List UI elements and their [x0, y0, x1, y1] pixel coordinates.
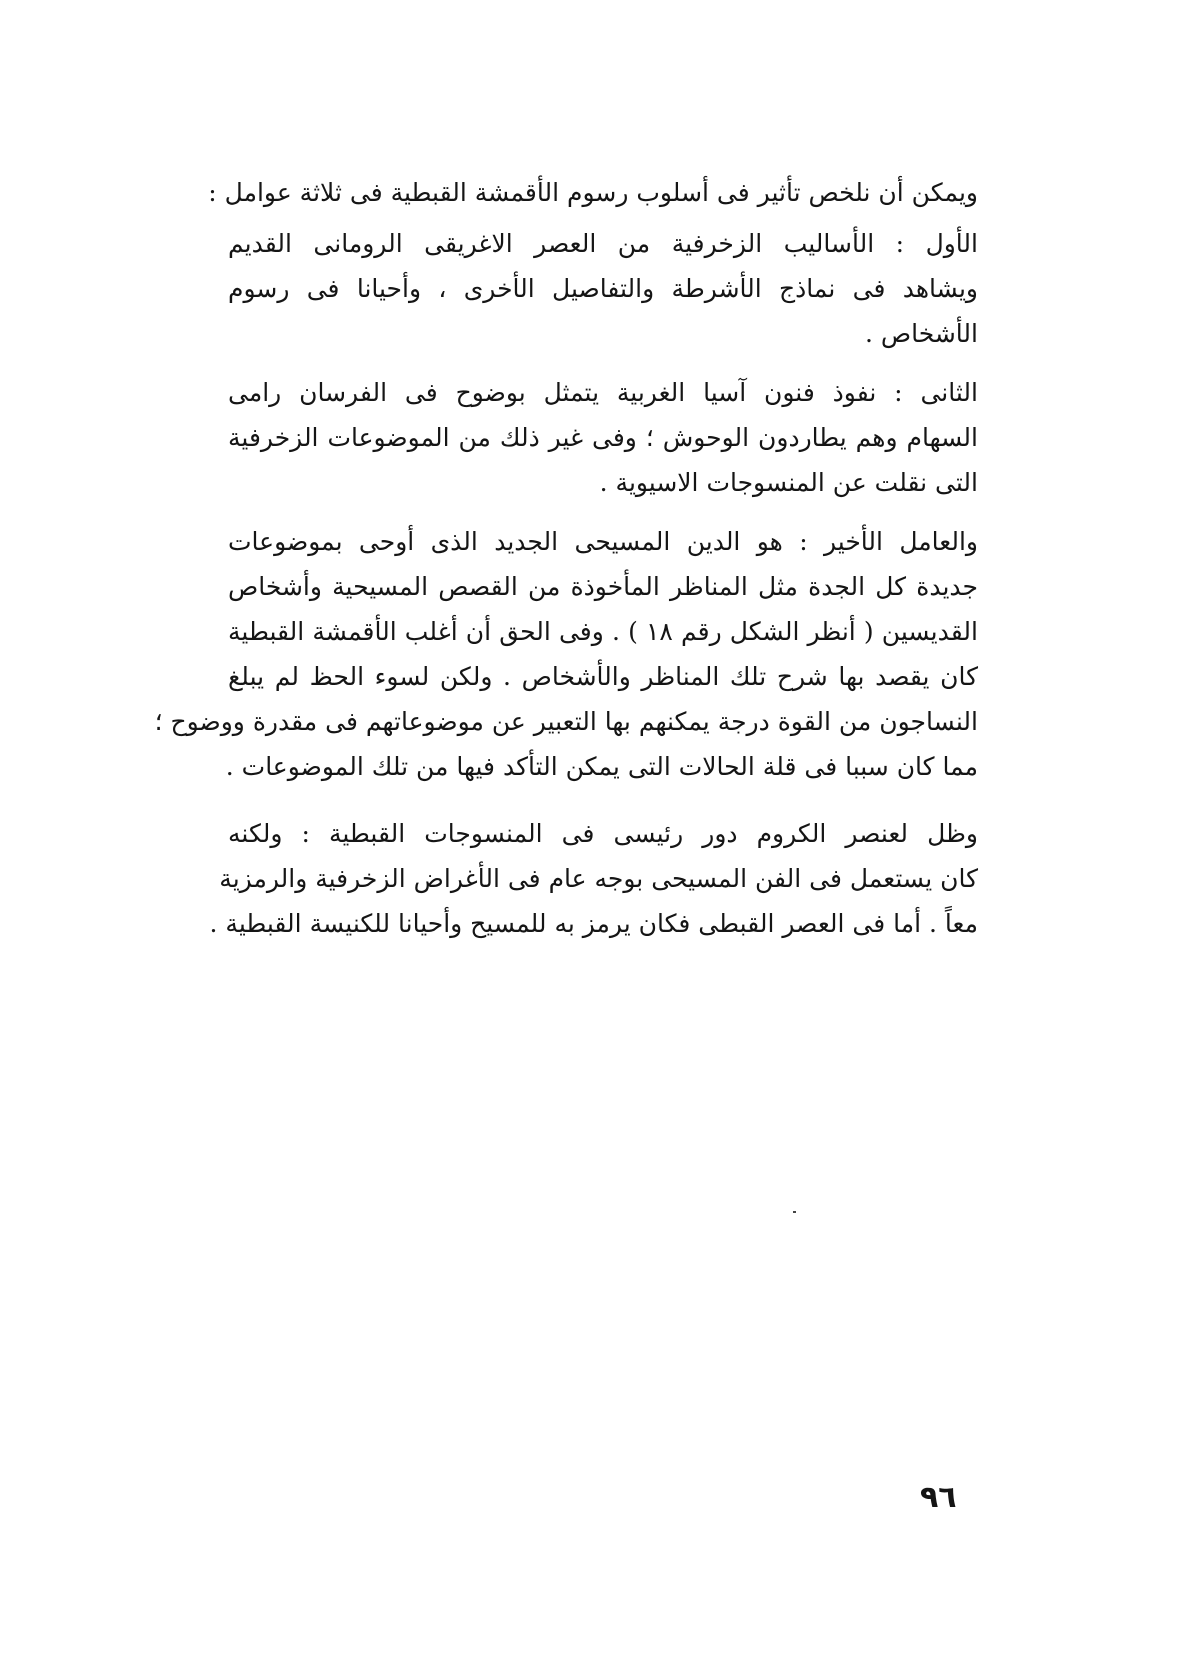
text-line: مما كان سببا فى قلة الحالات التى يمكن التأكد فيها من تلك الموضوعات .: [225, 752, 978, 781]
text-line: ويشاهد فى نماذج الأشرطة والتفاصيل الأخرى ، وأحيانا فى رسوم: [228, 274, 978, 303]
text-line: جديدة كل الجدة مثل المناظر المأخوذة من القصص المسيحية وأشخاص: [228, 572, 978, 601]
print-speck: [793, 1211, 796, 1213]
body-text: [154, 170, 978, 960]
paragraph-second-factor: [228, 370, 978, 505]
text-line: النساجون من القوة درجة يمكنهم بها التعبير عن موضوعاتهم فى مقدرة ووضوح ؛: [154, 707, 978, 736]
paragraph-vine-motif: [209, 811, 978, 946]
paragraph-last-factor: [154, 519, 978, 789]
text-line: والعامل الأخير : هو الدين المسيحى الجديد الذى أوحى بموضوعات: [228, 527, 978, 556]
text-line: الأشخاص .: [864, 319, 978, 348]
text-line: كان يقصد بها شرح تلك المناظر والأشخاص . ولكن لسوء الحظ لم يبلغ: [228, 662, 978, 691]
text-line: كان يستعمل فى الفن المسيحى بوجه عام فى الأغراض الزخرفية والرمزية: [219, 864, 978, 893]
text-line: معاً . أما فى العصر القبطى فكان يرمز به للمسيح وأحيانا للكنيسة القبطية .: [209, 909, 978, 938]
page-number: ٩٦: [920, 1480, 957, 1515]
paragraph-first-factor: [228, 221, 978, 356]
paragraph-intro: [208, 170, 978, 215]
text-line: التى نقلت عن المنسوجات الاسيوية .: [599, 468, 978, 497]
text-line: الثانى : نفوذ فنون آسيا الغربية يتمثل بوضوح فى الفرسان رامى: [228, 378, 978, 407]
text-line: وظل لعنصر الكروم دور رئيسى فى المنسوجات القبطية : ولكنه: [228, 819, 978, 848]
text-line: السهام وهم يطاردون الوحوش ؛ وفى غير ذلك من الموضوعات الزخرفية: [228, 423, 978, 452]
text-line: القديسين ( أنظر الشكل رقم ١٨ ) . وفى الحق أن أغلب الأقمشة القبطية: [228, 617, 978, 646]
text-line: ويمكن أن نلخص تأثير فى أسلوب رسوم الأقمشة القبطية فى ثلاثة عوامل :: [208, 178, 978, 207]
text-line: الأول : الأساليب الزخرفية من العصر الاغريقى الرومانى القديم: [228, 229, 978, 258]
